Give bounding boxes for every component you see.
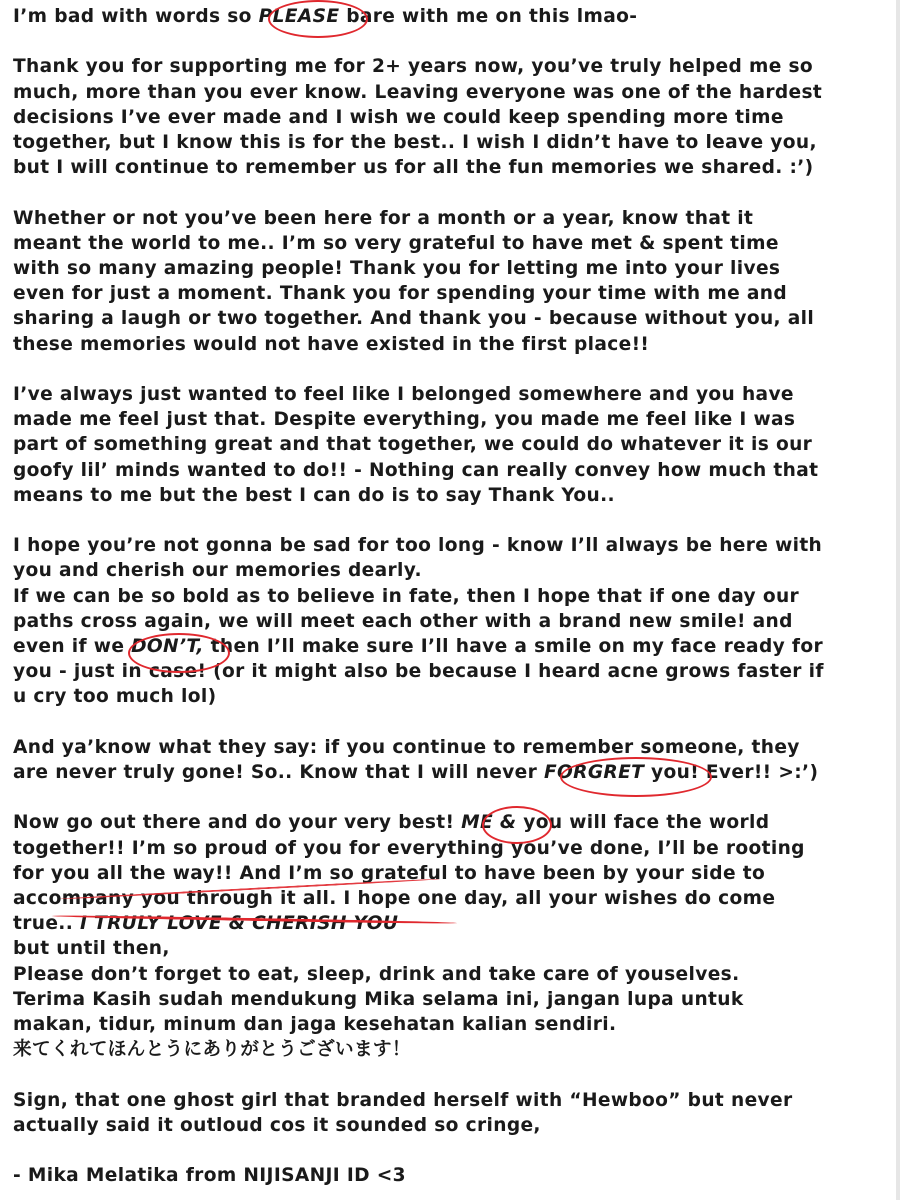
line: And ya’know what they say: if you continue to remember someone, they bbox=[13, 736, 800, 758]
line: I hope you’re not gonna be sad for too long - know I’ll always be here with bbox=[13, 535, 823, 557]
line: meant the world to me.. I’m so very grateful to have met & spent time bbox=[13, 232, 779, 254]
line: accompany you through it all. I hope one day, all your wishes do come bbox=[13, 888, 776, 910]
line: together!! I’m so proud of you for everything you’ve done, I’ll be rooting bbox=[13, 837, 805, 859]
line: decisions I’ve ever made and I wish we could keep spending more time bbox=[13, 106, 784, 128]
line: sharing a laugh or two together. And thank you - because without you, all bbox=[13, 308, 815, 330]
line: true.. I TRULY LOVE & CHERISH YOU bbox=[13, 913, 399, 935]
line: actually said it outloud cos it sounded so cringe, bbox=[13, 1114, 541, 1136]
circle-dont-mark bbox=[128, 633, 230, 673]
line: Please don’t forget to eat, sleep, drink and take care of youselves. bbox=[13, 963, 740, 985]
line: much, more than you ever know. Leaving everyone was one of the hardest bbox=[13, 81, 823, 103]
circle-me-mark bbox=[482, 806, 552, 844]
signature-line: - Mika Melatika from NIJISANJI ID <3 bbox=[13, 1165, 406, 1187]
line: these memories would not have existed in the first place!! bbox=[13, 333, 650, 355]
emphasis-dont: DON’T, bbox=[131, 636, 204, 658]
line: part of something great and that together, we could do whatever it is our bbox=[13, 434, 813, 456]
line: 来てくれてほんとうにありがとうございます！ bbox=[13, 1039, 411, 1061]
line: Terima Kasih sudah mendukung Mika selama ini, jangan lupa untuk bbox=[13, 988, 744, 1010]
line: Now go out there and do your very best! ME & you will face the world bbox=[13, 812, 770, 834]
emphasis-please: PLEASE bbox=[258, 6, 340, 27]
line: but until then, bbox=[13, 938, 170, 960]
line: with so many amazing people! Thank you for letting me into your lives bbox=[13, 258, 781, 279]
line: Whether or not you’ve been here for a month or a year, know that it bbox=[13, 207, 754, 229]
line: you and cherish our memories dearly. bbox=[13, 560, 422, 582]
circle-forgret-mark bbox=[560, 757, 712, 797]
line: you - just in case! (or it might also be because I heard acne grows faster if bbox=[13, 661, 824, 683]
line: for you all the way!! And I’m so grateful to have been by your side to bbox=[13, 862, 766, 884]
line: paths cross again, we will meet each other with a brand new smile! and bbox=[13, 610, 793, 632]
line: I’m bad with words so PLEASE bare with me on this lmao- bbox=[13, 6, 638, 27]
line: makan, tidur, minum dan jaga kesehatan kalian sendiri. bbox=[13, 1014, 617, 1036]
line: even for just a moment. Thank you for spending your time with me and bbox=[13, 283, 787, 305]
line: Thank you for supporting me for 2+ years now, you’ve truly helped me so bbox=[13, 56, 814, 78]
line: Sign, that one ghost girl that branded herself with “Hewboo” but never bbox=[13, 1089, 793, 1111]
line: even if we DON’T, then I’ll make sure I’ll have a smile on my face ready for bbox=[13, 636, 823, 658]
line: u cry too much lol) bbox=[13, 686, 217, 708]
circle-please-mark bbox=[268, 0, 368, 38]
page-edge bbox=[896, 0, 900, 1200]
line: but I will continue to remember us for all the fun memories we shared. :’) bbox=[13, 157, 814, 179]
emphasis-love: I TRULY LOVE & CHERISH YOU bbox=[79, 913, 399, 935]
emphasis-me: ME & bbox=[461, 812, 517, 834]
line: I’ve always just wanted to feel like I belonged somewhere and you have bbox=[13, 384, 794, 405]
line: If we can be so bold as to believe in fate, then I hope that if one day our bbox=[13, 585, 800, 607]
line: made me feel just that. Despite everything, you made me feel like I was bbox=[13, 409, 796, 431]
line: are never truly gone! So.. Know that I will never FORGRET you! Ever!! >:’) bbox=[13, 762, 819, 784]
line: together, but I know this is for the best.. I wish I didn’t have to leave you, bbox=[13, 132, 817, 153]
line: goofy lil’ minds wanted to do!! - Nothing can really convey how much that bbox=[13, 459, 819, 481]
letter-body bbox=[13, 4, 893, 1188]
emphasis-forgret: FORGRET bbox=[543, 762, 645, 784]
line: means to me but the best I can do is to say Thank You.. bbox=[13, 484, 615, 506]
